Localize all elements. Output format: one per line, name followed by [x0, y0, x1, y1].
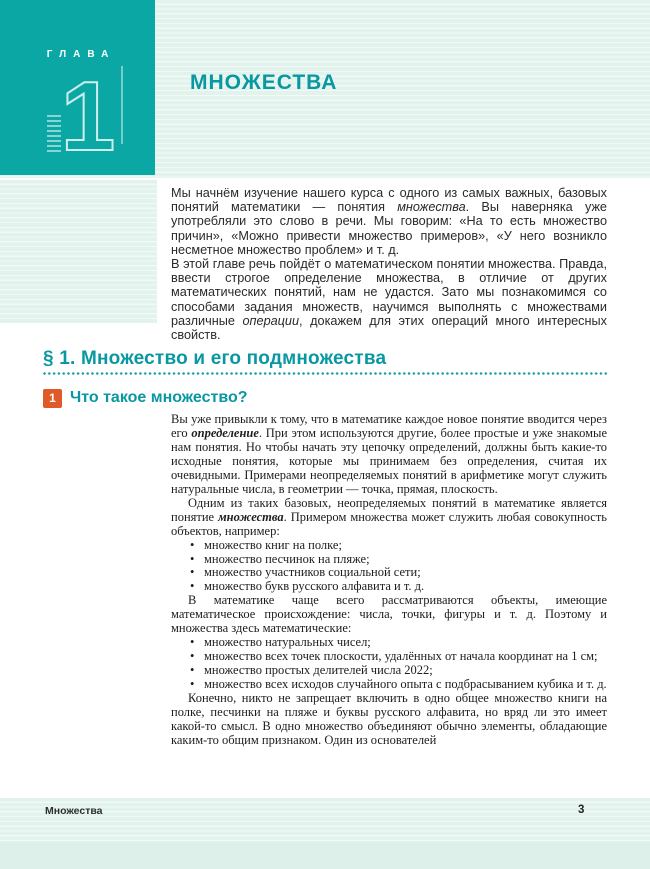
- list-item: • множество всех исходов случайного опыта с подбрасыванием кубика и т. д.: [171, 678, 607, 692]
- page-title: МНОЖЕСТВА: [190, 71, 338, 94]
- list-item: • множество букв русского алфавита и т. д.: [171, 580, 607, 594]
- section-heading: § 1. Множество и его подмножества: [43, 348, 387, 369]
- bullet-list: [171, 636, 607, 692]
- bullet-list: [171, 539, 607, 595]
- intro-paragraph: В этой главе речь пойдёт о математическом понятии множества. Правда, ввести строгое определение множества, в отличие от других математических понятий, нам не удастся. Зато мы познакомимся со способами задания множеств, научимся выполнять с множествами различные операции, докажем для этих операций много интересных свойств.: [171, 257, 607, 343]
- list-item: • множество натуральных чисел;: [171, 636, 607, 650]
- list-item: • множество участников социальной сети;: [171, 566, 607, 580]
- left-margin-band: [0, 180, 157, 323]
- subsection-number-badge: 1: [43, 389, 62, 408]
- list-item: • множество простых делителей числа 2022;: [171, 664, 607, 678]
- footer-section-title: Множества: [45, 805, 103, 817]
- body-paragraph: Вы уже привыкли к тому, что в математике каждое новое понятие вводится через его определение. При этом используются другие, более простые и уже знакомые нам понятия. Но чтобы начать эту цепочку определений, должны быть какие-то исходные понятия, которые мы принимаем без определения, считая их очевидными. Примерами неопределяемых понятий в арифметике могут служить натуральные числа, в геометрии — точка, прямая, плоскость.: [171, 412, 607, 496]
- body-paragraph: В математике чаще всего рассматриваются объекты, имеющие математическое происхождение: числа, точки, фигуры и т. д. Поэтому и множества здесь математические:: [171, 593, 607, 636]
- list-item: • множество всех точек плоскости, удалённых от начала координат на 1 см;: [171, 650, 607, 664]
- subsection-title: Что такое множество?: [70, 389, 248, 406]
- intro-block: [171, 186, 607, 342]
- chapter-number-figure: [44, 58, 132, 165]
- intro-paragraph: Мы начнём изучение нашего курса с одного из самых важных, базовых понятий математики — понятия множества. Вы наверняка уже употребляли это слово в речи. Мы говорим: «На то есть множество причин», «Можно привести множество примеров», «У него возникло несметное множество проблем» и т. д.: [171, 186, 607, 257]
- list-item: • множество книг на полке;: [171, 539, 607, 553]
- body-text: [171, 413, 607, 748]
- page-number: 3: [578, 804, 585, 816]
- svg-text:1: 1: [60, 61, 116, 165]
- footer-bottom-band: [0, 842, 650, 869]
- body-paragraph: Одним из таких базовых, неопределяемых понятий в математике является понятие множества. Примером множества может служить любая совокупность объектов, например:: [171, 495, 607, 538]
- list-item: • множество песчинок на пляже;: [171, 553, 607, 567]
- chapter-label: ГЛАВА: [46, 49, 116, 60]
- dotted-rule: [43, 372, 608, 375]
- chapter-banner: [0, 0, 155, 175]
- body-paragraph: Конечно, никто не запрещает включить в одно общее множество книги на полке, песчинки на пляже и буквы русского алфавита, но вряд ли это имеет какой-то смысл. В одно множество объединяют обычно элементы, обладающие каким-то общим признаком. Один из основателей: [171, 691, 607, 747]
